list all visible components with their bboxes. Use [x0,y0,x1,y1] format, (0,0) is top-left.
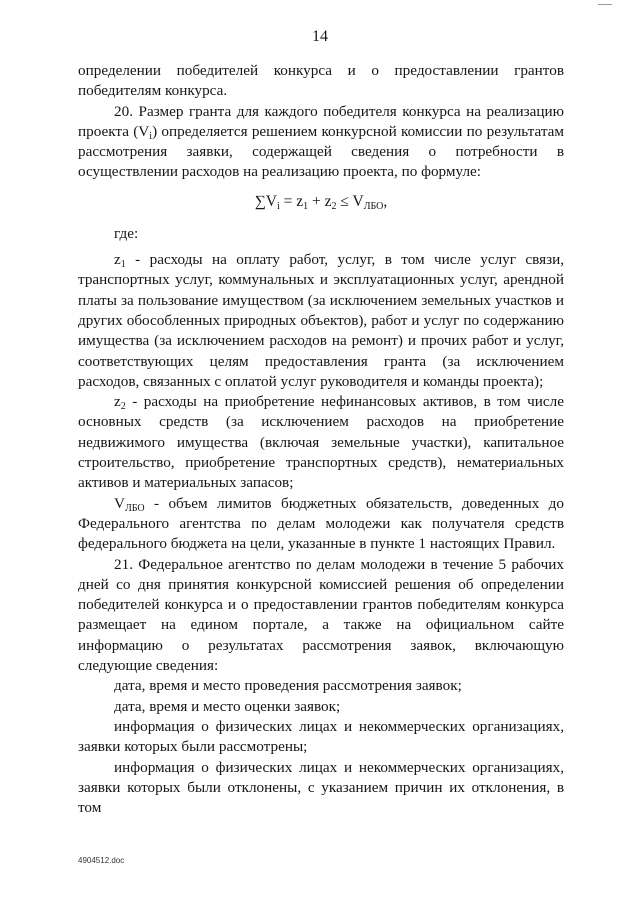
formula-le: ≤ V [336,192,364,210]
formula-plus: + z [308,192,332,210]
formula-z1-sub: 1 [303,200,309,212]
vlbo-variable [114,495,145,512]
formula-sum: ∑V [254,192,277,210]
z2-subscript: 2 [120,401,126,413]
paragraph-21: 21. Федеральное агентство по делам молодежи в течение 5 рабочих дней со дня принятия конкурсной комиссией решения об определении победителей конкурса и о предоставлении грантов победителям конкурса размещает на едином портале, а также на официальном сайте информацию о результатах рассмотрения заявок, включающую следующие сведения: [78,555,564,675]
paragraph-20-text-a: 20. Размер гранта для каждого победителя конкурса на реализацию проекта (V [78,102,564,140]
formula-sum-sub: i [276,200,280,212]
list-item-reviewed-applicants: информация о физических лицах и некоммерческих организациях, заявки которых были рассмотрены; [78,717,564,756]
formula-end: , [383,192,388,210]
formula-eq: = z [279,192,304,210]
paragraph-20 [78,102,564,183]
where-label: где: [114,224,139,242]
document-body [78,61,564,818]
vlbo-letter: V [114,494,125,512]
z1-variable [114,251,126,271]
list-item-review-date: дата, время и место проведения рассмотрения заявок; [114,677,462,695]
page-number: 14 [312,28,328,45]
definition-z2 [78,392,564,493]
paragraph-20-subscript: i [149,130,153,142]
list-item-rejected-applicants: информация о физических лицах и некоммерческих организациях, заявки которых были отклонены, с указанием причин их отклонения, в том [78,758,564,817]
vlbo-definition-text: - объем лимитов бюджетных обязательств, доведенных до Федерального агентства по делам молодежи как получателя средств федерального бюджета на цели, указанные в пункте 1 настоящих Правил. [78,494,564,553]
formula-lbo-sub: ЛБО [363,200,384,212]
definition-vlbo [78,494,564,555]
grant-formula [78,192,564,212]
footer-filename: 4904512.doc [78,856,125,865]
z1-letter: z [114,251,121,269]
paragraph-20-text-b: ) определяется решением конкурсной комиссии по результатам рассмотрения заявки, содержащей сведения о потребности в осуществлении расходов на реализацию проекта, по формуле: [78,122,565,181]
z2-letter: z [114,393,121,411]
z1-definition-text: - расходы на оплату работ, услуг, в том числе услуг связи, транспортных услуг, коммунальных и эксплуатационных услуг, арендной платы за пользование имуществом (за исключением земельных участков и других обособленных природных объектов), работ и услуг по содержанию имущества (за исключением расходов на ремонт) и прочих работ и услуг, соответствующих целям предоставления гранта (за исключением расходов, связанных с оплатой услуг руководителя и команды проекта); [78,251,564,390]
list-item-evaluation-date: дата, время и место оценки заявок; [114,697,341,715]
paragraph-continuation: определении победителей конкурса и о предоставлении грантов победителям конкурса. [78,62,564,100]
definition-z1 [78,250,564,392]
z2-definition-text: - расходы на приобретение нефинансовых активов, в том числе основных средств (за исключением расходов на приобретение недвижимого имущества (включая земельные участки), капитальное строительство, приобретение транспортных средств), нематериальных активов и материальных запасов; [78,393,564,492]
z1-subscript: 1 [120,259,126,271]
scan-corner-mark [598,0,612,5]
formula-z2-sub: 2 [331,200,337,212]
vlbo-subscript: ЛБО [124,502,145,514]
z2-variable [114,393,126,413]
